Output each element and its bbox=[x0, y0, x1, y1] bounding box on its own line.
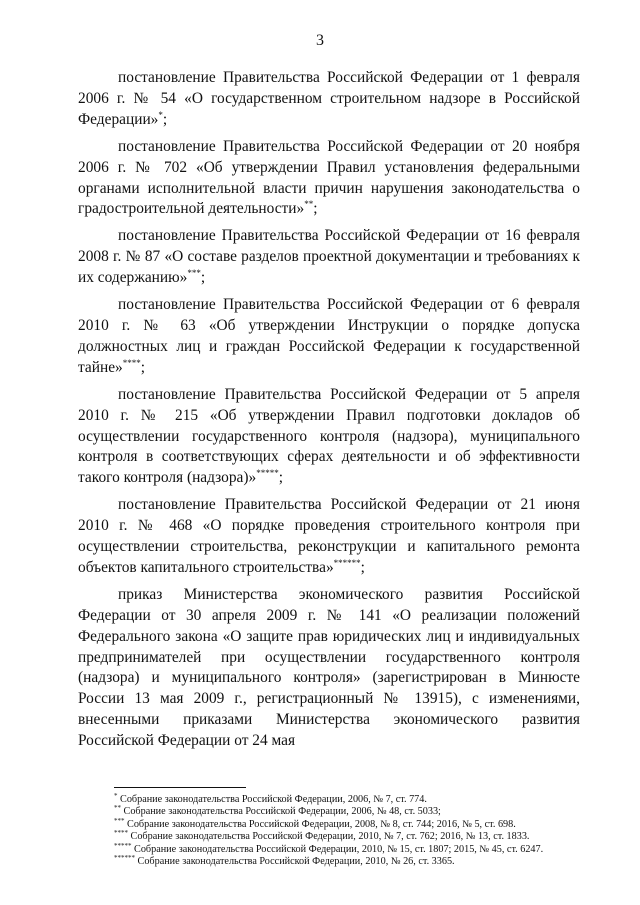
paragraph-punctuation: ; bbox=[313, 200, 318, 218]
footnote-reference[interactable]: *** bbox=[187, 268, 201, 279]
footnote-mark: ***** bbox=[114, 841, 132, 850]
paragraph bbox=[78, 226, 580, 289]
footnote-text: Собрание законодательства Российской Федерации, 2010, № 7, ст. 762; 2016, № 13, ст. 1833. bbox=[130, 831, 530, 843]
footnote-mark: ****** bbox=[114, 854, 135, 863]
paragraph-punctuation: ; bbox=[140, 358, 146, 376]
paragraph-punctuation: ; bbox=[278, 469, 283, 487]
footnote-separator bbox=[114, 787, 246, 788]
footnote bbox=[114, 806, 614, 818]
footnote-mark: **** bbox=[114, 829, 128, 838]
paragraph-text: приказ Министерства экономического развития Российской Федерации от 30 апреля 2009 г. № 141 «О реализации положений Федерального закона «О защите прав юридических лиц и индивидуальных предпринимателей при осуществлении государственного контроля (надзора) и муниципального контроля» (зарегистрирован в Минюсте России 13 мая 2009 г., регистрационный № 13915), с изменениями, внесенными приказами Министерства экономического развития Российской Федерации от 24 мая bbox=[78, 585, 580, 750]
footnote-text: Собрание законодательства Российской Федерации, 2010, № 26, ст. 3365. bbox=[137, 856, 455, 868]
paragraph-text: постановление Правительства Российской Федерации от 5 апреля 2010 г. № 215 «Об утверждении Правил подготовки докладов об осуществлении государственного контроля (надзора), муниципального контроля в соответствующих сферах деятельности и об эффективности такого контроля (надзора)» bbox=[78, 385, 580, 487]
footnote-reference[interactable]: ****** bbox=[333, 557, 361, 568]
paragraph-punctuation: ; bbox=[200, 269, 206, 287]
footnote-mark: *** bbox=[114, 816, 125, 825]
paragraph bbox=[78, 585, 580, 752]
paragraph-punctuation: ; bbox=[162, 110, 168, 128]
footnote-text: Собрание законодательства Российской Федерации, 2010, № 15, ст. 1807; 2015, № 45, ст. 6247. bbox=[134, 843, 544, 855]
paragraph-text: постановление Правительства Российской Федерации от 16 февраля 2008 г. № 87 «О составе разделов проектной документации и требованиях к их содержанию» bbox=[78, 227, 580, 287]
footnote-mark: ** bbox=[114, 804, 121, 813]
page-number: 3 bbox=[316, 32, 324, 49]
footnote-text: Собрание законодательства Российской Федерации, 2006, № 48, ст. 5033; bbox=[123, 806, 441, 818]
paragraph-text: постановление Правительства Российской Федерации от 20 ноября 2006 г. № 702 «Об утверждении Правил установления федеральными органами исполнительной власти причин нарушения законодательства о градостроительной деятельности» bbox=[78, 137, 580, 218]
footnote-text: Собрание законодательства Российской Федерации, 2006, № 7, ст. 774. bbox=[120, 794, 427, 805]
paragraph bbox=[78, 68, 580, 131]
document-body bbox=[78, 68, 580, 758]
footnote-reference[interactable]: ***** bbox=[256, 468, 279, 479]
footnote bbox=[114, 831, 614, 843]
paragraph-text: постановление Правительства Российской Федерации от 21 июня 2010 г. № 468 «О порядке проведения строительного контроля при осуществлении строительства, реконструкции и капитального ремонта объектов капитального строительства» bbox=[78, 496, 580, 576]
footnote-text: Собрание законодательства Российской Федерации, 2008, № 8, ст. 744; 2016, № 5, ст. 698. bbox=[127, 818, 516, 830]
paragraph bbox=[78, 495, 580, 579]
footnote bbox=[114, 794, 614, 806]
paragraph-text: постановление Правительства Российской Федерации от 1 февраля 2006 г. № 54 «О государственном строительном надзоре в Российской Федерации» bbox=[78, 69, 580, 128]
paragraph bbox=[78, 295, 580, 379]
footnote-mark: * bbox=[114, 792, 118, 800]
footnotes bbox=[114, 794, 614, 868]
paragraph-text: постановление Правительства Российской Федерации от 6 февраля 2010 г. № 63 «Об утверждении Инструкции о порядке допуска должностных лиц и граждан Российской Федерации к государственной тайне» bbox=[78, 296, 580, 376]
paragraph-punctuation: ; bbox=[360, 558, 365, 576]
footnote bbox=[114, 841, 614, 856]
footnote bbox=[114, 856, 614, 868]
footnote-reference[interactable]: * bbox=[158, 109, 163, 120]
footnote-reference[interactable]: ** bbox=[304, 199, 314, 210]
footnote bbox=[114, 816, 614, 831]
paragraph bbox=[78, 385, 580, 490]
paragraph bbox=[78, 137, 580, 221]
footnote-reference[interactable]: **** bbox=[122, 357, 141, 368]
